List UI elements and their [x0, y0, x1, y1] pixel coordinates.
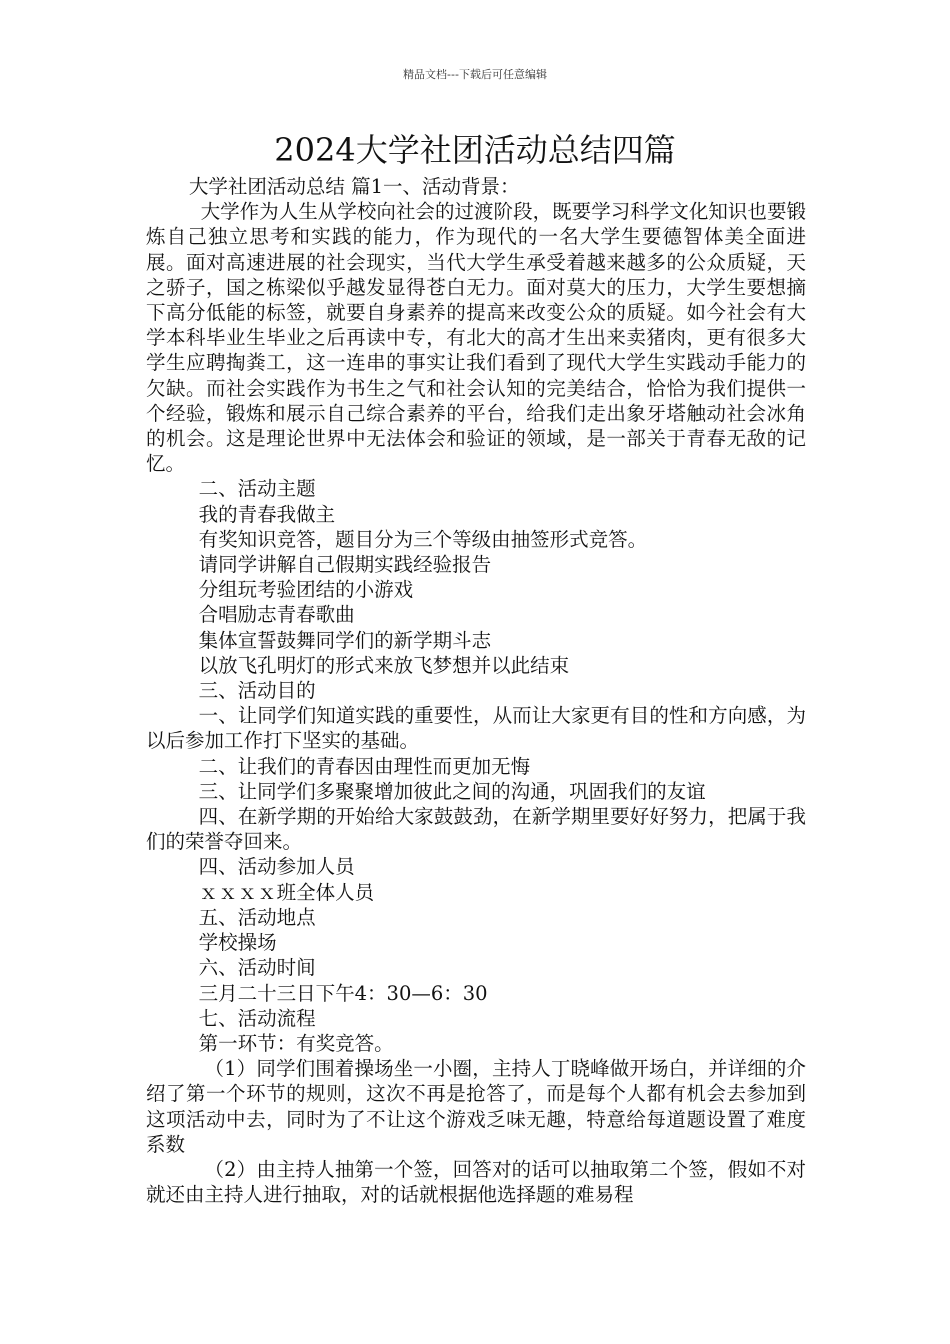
paragraph: 大学社团活动总结 篇1一、活动背景：	[188, 175, 520, 198]
paragraph: 学校操场	[198, 931, 277, 955]
paragraph: 集体宣誓鼓舞同学们的新学期斗志	[198, 628, 492, 652]
paragraph: 请同学讲解自己假期实践经验报告	[198, 553, 492, 577]
paragraph: 分组玩考验团结的小游戏	[198, 578, 414, 602]
paragraph: 二、让我们的青春因由理性而更加无悔	[198, 754, 531, 778]
paragraph: 大学作为人生从学校向社会的过渡阶段，既要学习科学文化知识也要锻炼自己独立思考和实践的能力，作为现代的一名大学生要德智体美全面进展。面对高速进展的社会现实，当代大学生承受着越来越多的公众质疑，天之骄子，国之栋梁似乎越发显得苍白无力。面对莫大的压力，大学生要想摘下高分低能的标签，就要自身素养的提高来改变公众的质疑。如今社会有大学本科毕业生毕业之后再读中专，有北大的高才生出来卖猪肉，更有很多大学生应聘掏粪工，这一连串的事实让我们看到了现代大学生实践动手能力的欠缺。而社会实践作为书生之气和社会认知的完美结合，恰恰为我们提供一个经验，锻炼和展示自己综合素养的平台，给我们走出象牙塔触动社会冰角的机会。这是理论世界中无法体会和验证的领域，是一部关于青春无敌的记忆。	[146, 200, 806, 476]
paragraph: 有奖知识竞答，题目分为三个等级由抽签形式竞答。	[198, 527, 648, 551]
paragraph: 合唱励志青春歌曲	[198, 603, 355, 627]
paragraph: 六、活动时间	[198, 956, 316, 980]
paragraph: 四、活动参加人员	[198, 855, 355, 879]
document-body	[146, 174, 806, 1207]
paragraph: 我的青春我做主	[198, 502, 336, 526]
paragraph: （2）由主持人抽第一个签，回答对的话可以抽取第二个签，假如不对就还由主持人进行抽取，对的话就根据他选择题的难易程	[146, 1157, 806, 1207]
paragraph: 一、让同学们知道实践的重要性，从而让大家更有目的性和方向感，为以后参加工作打下坚实的基础。	[146, 704, 806, 753]
paragraph: 第一环节：有奖竞答。	[198, 1031, 394, 1055]
paragraph: 三、让同学们多聚聚增加彼此之间的沟通，巩固我们的友谊	[198, 779, 706, 803]
paragraph: 二、活动主题	[198, 477, 316, 501]
header-note: 精品文档---下载后可任意编辑	[403, 68, 547, 81]
document-title: 2024大学社团活动总结四篇	[274, 131, 676, 169]
paragraph: ｘｘｘｘ班全体人员	[198, 880, 375, 904]
paragraph: （1）同学们围着操场坐一小圈，主持人丁晓峰做开场白，并详细的介绍了第一个环节的规则，这次不再是抢答了，而是每个人都有机会去参加到这项活动中去，同时为了不让这个游戏乏味无趣，特意给每道题设置了难度系数	[146, 1057, 806, 1156]
paragraph: 以放飞孔明灯的形式来放飞梦想并以此结束	[198, 653, 570, 677]
paragraph: 五、活动地点	[198, 905, 316, 929]
paragraph: 四、在新学期的开始给大家鼓鼓劲，在新学期里要好好努力，把属于我们的荣誉夺回来。	[146, 805, 806, 854]
paragraph: 七、活动流程	[198, 1006, 316, 1030]
paragraph: 三月二十三日下午4：30—6：30	[198, 981, 488, 1005]
paragraph: 三、活动目的	[198, 679, 316, 703]
